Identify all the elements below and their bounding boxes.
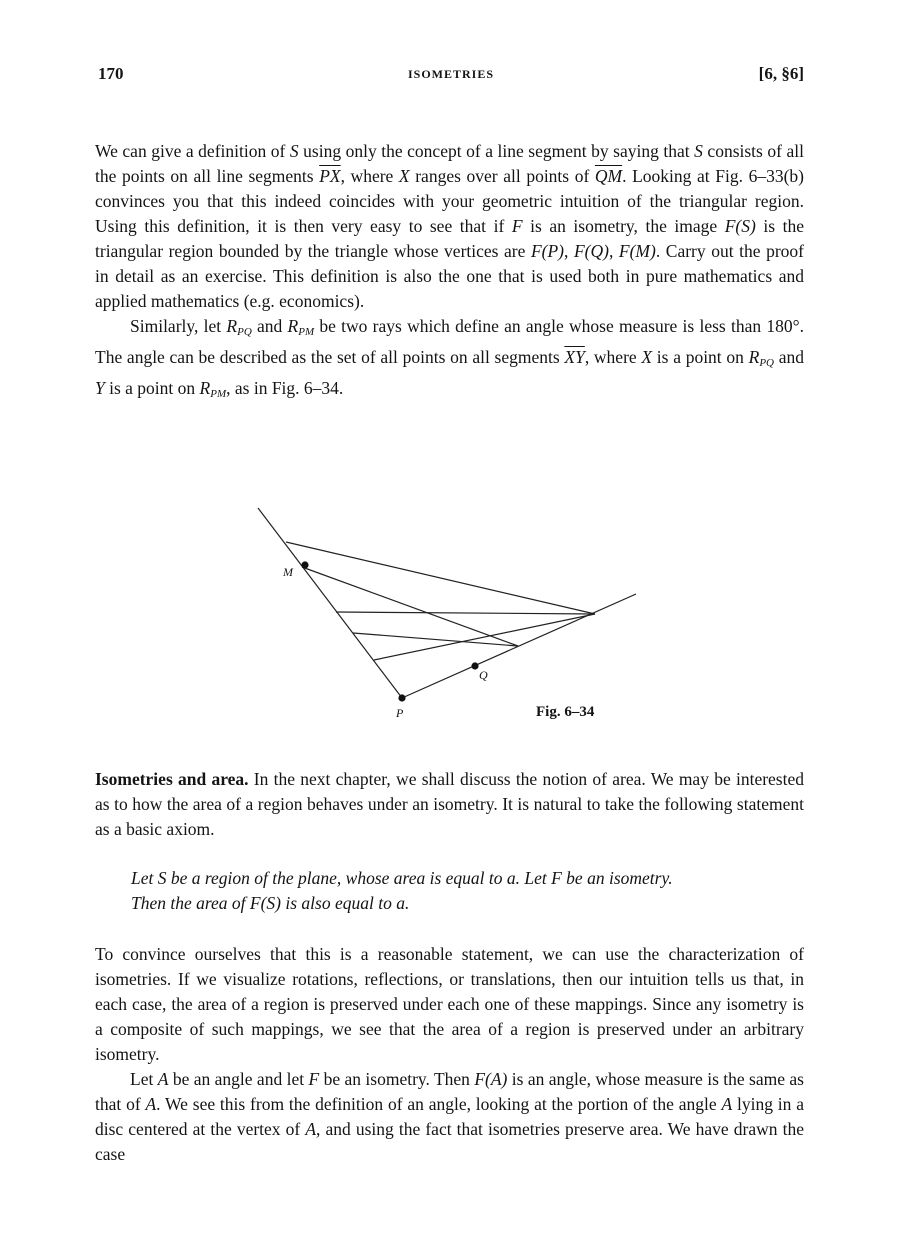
paragraph-reasonable-statement: To convince ourselves that this is a reasonable statement, we can use the characterization of isometries. If we visualize rotations, reflections, or translations, then our intuition tells us that, in each case, the area of a region is preserved under each one of these mappings. Since any isometry is a composite of such mappings, we see that the area of a region is preserved under an arbitrary isometry. — [95, 944, 804, 1064]
text-block-lower — [95, 942, 804, 1167]
text-block-middle — [95, 767, 804, 842]
segment-xy: $\overline{XY}$ — [564, 347, 585, 367]
segment-line — [336, 612, 595, 614]
section-reference: [6, §6] — [758, 64, 804, 83]
ray-pm-line — [258, 508, 402, 698]
point-m — [301, 561, 308, 568]
ray-pq-line — [402, 594, 636, 698]
point-q — [471, 662, 478, 669]
axiom-statement: Let S be a region of the plane, whose area is equal to a. Let F be an isometry. Then the area of F(S) is also equal to a. — [131, 868, 673, 913]
segment-line — [302, 567, 518, 646]
figure-6-34 — [250, 500, 650, 720]
label-p: P — [396, 706, 404, 720]
page-header — [98, 64, 804, 88]
text-block-upper — [95, 139, 804, 407]
point-p — [398, 694, 405, 701]
figure-caption: Fig. 6–34 — [536, 704, 595, 720]
segment-px: $\overline{PX}$ — [319, 166, 341, 186]
paragraph-angle-isometry: Let A be an angle and let F be an isometry. Then F(A) is an angle, whose measure is the same as that of A. We see this from the definition of an angle, looking at the portion of the angle A lying in a disc centered at the vertex of A, and using the fact that isometries preserve area. We have drawn the case — [95, 1069, 804, 1164]
label-m: M — [283, 565, 293, 579]
segment-qm: $\overline{QM}$ — [594, 166, 623, 186]
paragraph-segment-definition: We can give a definition of S using only the concept of a line segment by saying that S consists of all the points on all line segments $\overline{PX}$, where X ranges over all points of $\overline{QM}$. Looking at Fig. 6–33(b) convinces you that this indeed coincides with your geometric intuition of the triangular region. Using this definition, it is then very easy to see that if F is an isometry, the image F(S) is the triangular region bounded by the triangle whose vertices are F(P), F(Q), F(M). Carry out the proof in detail as an exercise. This definition is also the one that is used both in pure mathematics and applied mathematics (e.g. economics). — [95, 141, 804, 311]
running-head: ISOMETRIES — [407, 67, 495, 81]
paragraph-isometries-and-area: Isometries and area. In the next chapter, we shall discuss the notion of area. We may be interested as to how the area of a region behaves under an isometry. It is natural to take the following statement as a basic axiom. — [95, 769, 804, 839]
paragraph-angle-definition: Similarly, let $R_{PQ}$ and $R_{PM}$ be two rays which define an angle whose measure is less than 180°. The angle can be described as the set of all points on all segments $\overline{XY}$, where X is a point on $R_{PQ}$ and Y is a point on $R_{PM}$, as in Fig. 6–34. — [95, 316, 804, 400]
label-q: Q — [479, 668, 488, 682]
section-heading: Isometries and area. — [95, 769, 249, 789]
angle-diagram — [250, 500, 650, 720]
page-number: 170 — [98, 64, 124, 83]
